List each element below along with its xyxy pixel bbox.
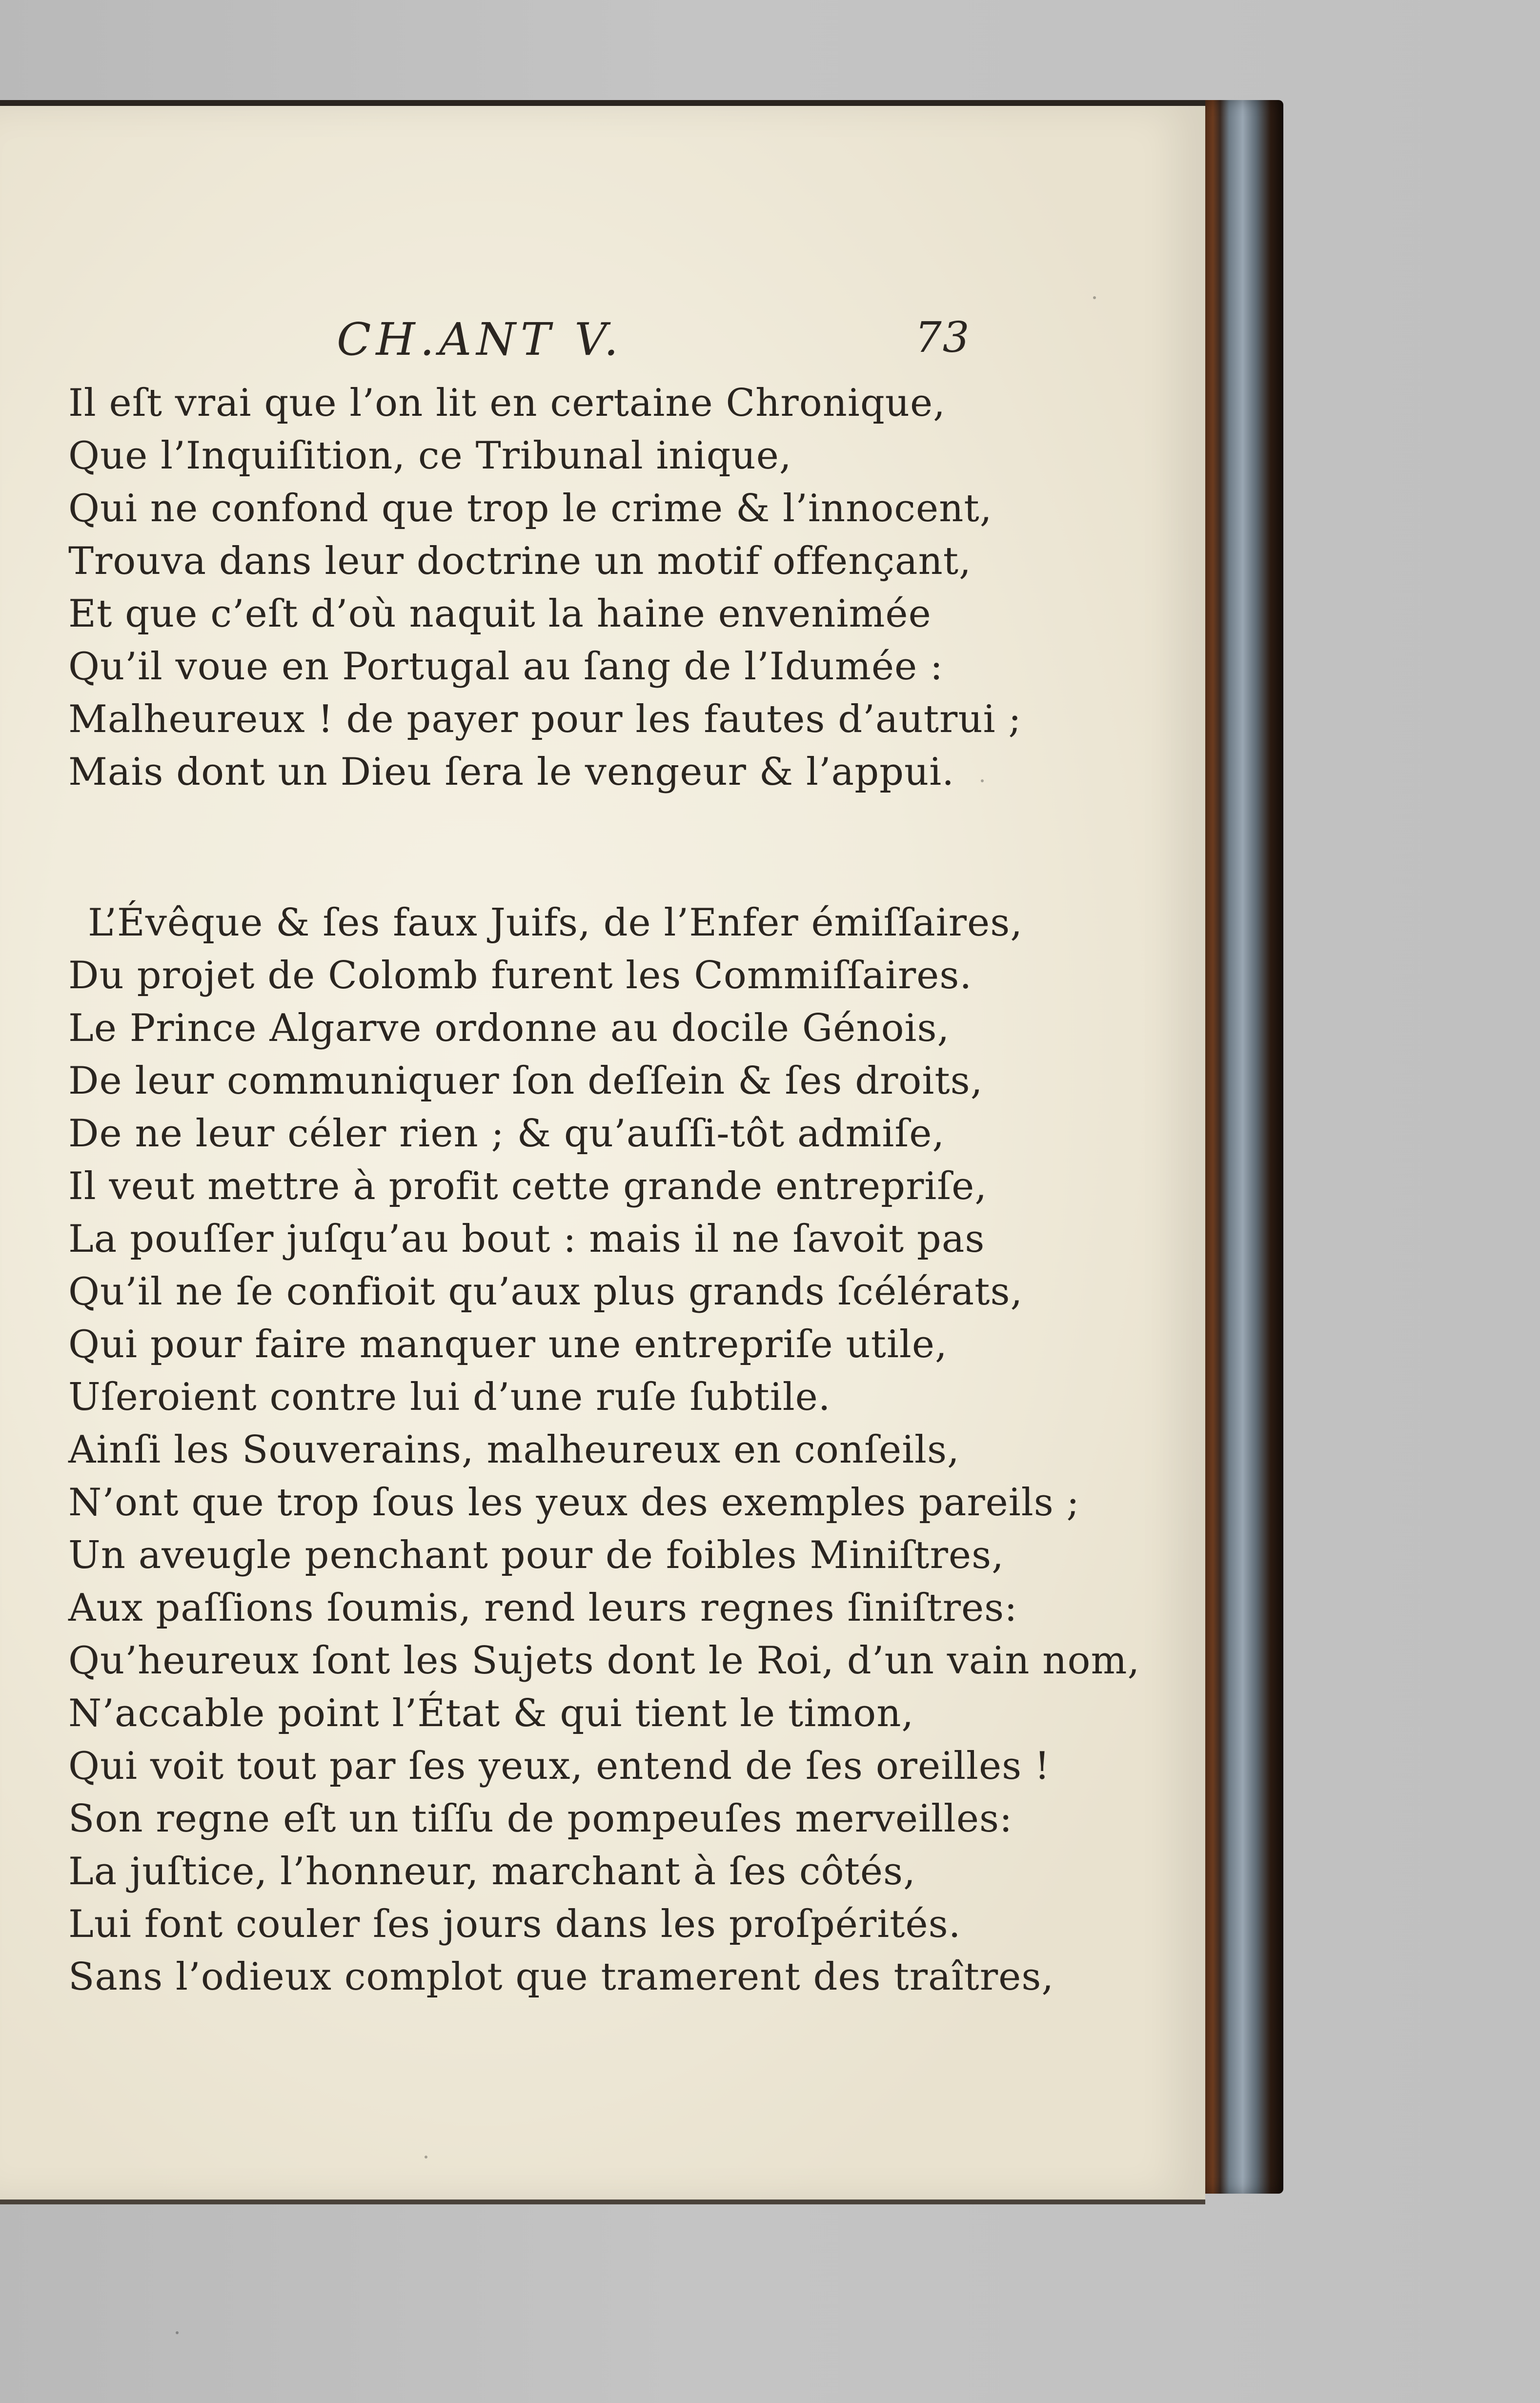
book-page bbox=[0, 100, 1205, 2204]
verse-line: Le Prince Algarve ordonne au docile Génois, bbox=[68, 1006, 950, 1050]
book bbox=[0, 100, 1283, 2194]
verse-line: De ne leur céler rien ; & qu’auſſi-tôt admiſe, bbox=[68, 1112, 945, 1156]
verse-line: Que l’Inquiſition, ce Tribunal inique, bbox=[68, 434, 792, 478]
verse-line: Et que c’eſt d’où naquit la haine envenimée bbox=[68, 592, 932, 636]
verse-line: N’ont que trop ſous les yeux des exemples pareils ; bbox=[68, 1481, 1080, 1525]
running-header bbox=[337, 313, 995, 372]
verse-line: Ainſi les Souverains, malheureux en conſeils, bbox=[68, 1428, 960, 1472]
verse-line: Un aveugle penchant pour de foibles Miniſtres, bbox=[68, 1533, 1004, 1577]
verse-line: Malheureux ! de payer pour les fautes d’autrui ; bbox=[68, 697, 1022, 741]
verse-line: N’accable point l’État & qui tient le timon, bbox=[68, 1691, 914, 1735]
scan-dust bbox=[1093, 296, 1096, 299]
page-number: 73 bbox=[915, 313, 971, 362]
verse-line: Qu’il ne ſe confioit qu’aux plus grands ſcélérats, bbox=[68, 1270, 1023, 1314]
verse-line: La pouſſer juſqu’au bout : mais il ne ſavoit pas bbox=[68, 1217, 985, 1261]
scan-dust bbox=[981, 779, 984, 782]
stanza-2 bbox=[68, 896, 1140, 2003]
verse-line: L’Évêque & ſes faux Juifs, de l’Enfer émiſſaires, bbox=[88, 901, 1023, 945]
verse-line: Mais dont un Dieu ſera le vengeur & l’appui. bbox=[68, 750, 955, 794]
verse-line: Sans l’odieux complot que tramerent des traîtres, bbox=[68, 1955, 1054, 1999]
verse-line: Qui ne confond que trop le crime & l’innocent, bbox=[68, 487, 993, 530]
verse-line: Son regne eſt un tiſſu de pompeuſes merveilles: bbox=[68, 1797, 1013, 1841]
verse-line: Qui voit tout par ſes yeux, entend de ſes oreilles ! bbox=[68, 1744, 1051, 1788]
verse-line: La juſtice, l’honneur, marchant à ſes côtés, bbox=[68, 1850, 916, 1894]
stanza-1 bbox=[68, 377, 1022, 798]
running-title: CH.ANT V. bbox=[337, 313, 624, 366]
verse-line: Qu’heureux ſont les Sujets dont le Roi, d’un vain nom, bbox=[68, 1639, 1140, 1683]
book-edge bbox=[1193, 100, 1283, 2194]
verse-line: Du projet de Colomb furent les Commiſſaires. bbox=[68, 954, 973, 998]
verse-line: Trouva dans leur doctrine un motif offençant, bbox=[68, 539, 972, 583]
verse-line: Il veut mettre à profit cette grande entrepriſe, bbox=[68, 1164, 988, 1208]
scan-dust bbox=[176, 2331, 179, 2334]
verse-line: Qu’il voue en Portugal au ſang de l’Idumée : bbox=[68, 645, 944, 689]
scan-dust bbox=[425, 2156, 427, 2159]
verse-line: Lui font couler ſes jours dans les proſpérités. bbox=[68, 1902, 961, 1946]
verse-line: Aux paſſions ſoumis, rend leurs regnes ſiniſtres: bbox=[68, 1586, 1018, 1630]
verse-line: De leur communiquer ſon deſſein & ſes droits, bbox=[68, 1059, 983, 1103]
verse-line: Qui pour faire manquer une entrepriſe utile, bbox=[68, 1323, 948, 1366]
verse-line: Il eſt vrai que l’on lit en certaine Chronique, bbox=[68, 381, 946, 425]
verse-line: Uſeroient contre lui d’une ruſe ſubtile. bbox=[68, 1375, 831, 1419]
